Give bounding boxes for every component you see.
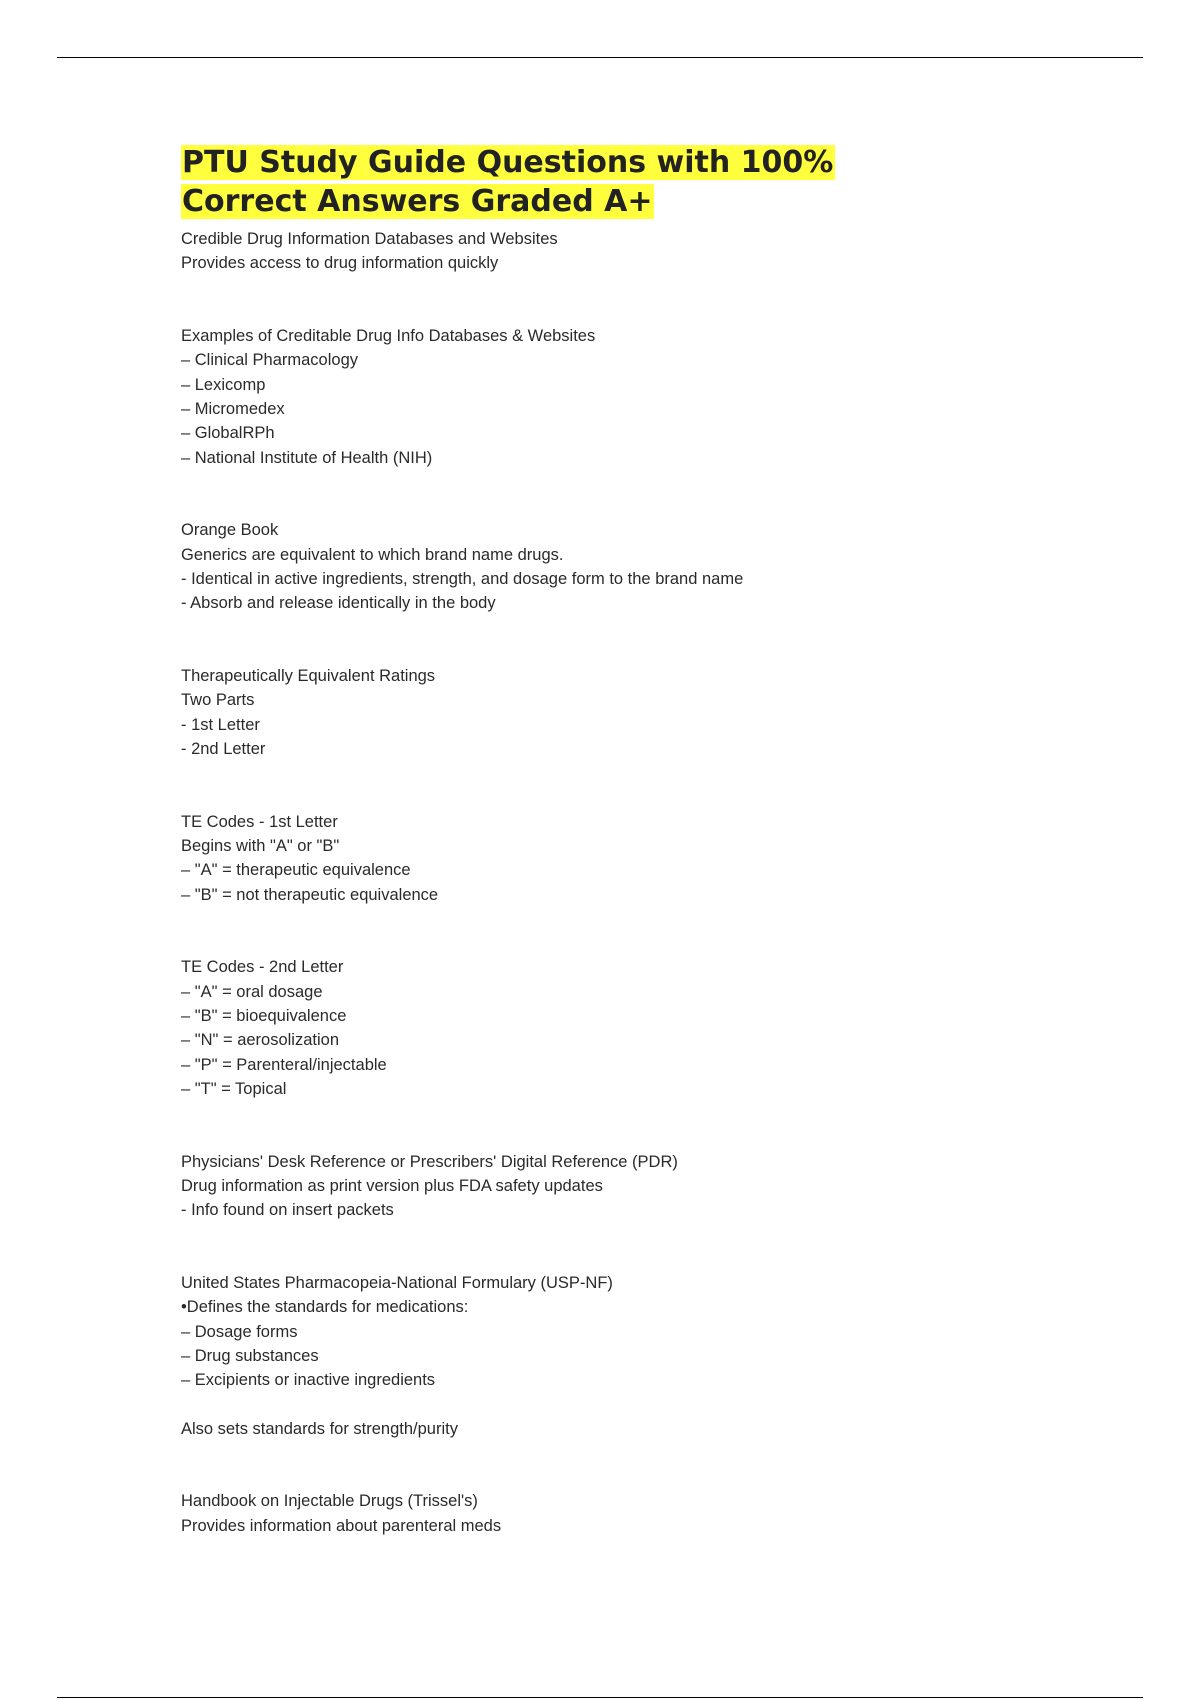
section-line: – "B" = bioequivalence [181, 1006, 347, 1025]
section-line: - Absorb and release identically in the body [181, 594, 496, 613]
section-line: – Micromedex [181, 400, 285, 419]
qa-section [181, 518, 1141, 616]
section-heading: United States Pharmacopeia-National Formulary (USP-NF) [181, 1273, 613, 1292]
page-bottom-rule [57, 1697, 1143, 1698]
section-heading: Handbook on Injectable Drugs (Trissel's) [181, 1492, 478, 1511]
section-line: – "B" = not therapeutic equivalence [181, 885, 439, 904]
section-line: – "T" = Topical [181, 1080, 287, 1099]
section-line: – "P" = Parenteral/injectable [181, 1055, 387, 1074]
section-line: – GlobalRPh [181, 424, 275, 443]
section-line: Drug information as print version plus FDA safety updates [181, 1176, 603, 1195]
qa-section [181, 955, 1141, 1101]
section-line: Begins with "A" or "B" [181, 836, 340, 855]
document-body [181, 143, 1141, 1538]
section-line: Two Parts [181, 691, 255, 710]
section-line: – "A" = therapeutic equivalence [181, 861, 411, 880]
section-line: – "N" = aerosolization [181, 1031, 340, 1050]
qa-section [181, 810, 1141, 908]
section-heading: Orange Book [181, 521, 279, 540]
section-line: Provides information about parenteral meds [181, 1516, 502, 1535]
section-heading: TE Codes - 1st Letter [181, 812, 338, 831]
qa-section [181, 1489, 1141, 1538]
section-heading: Examples of Creditable Drug Info Databases & Websites [181, 326, 596, 345]
qa-section [181, 227, 1141, 276]
section-line: - Info found on insert packets [181, 1201, 394, 1220]
section-line: Provides access to drug information quickly [181, 254, 499, 273]
section-line: – Excipients or inactive ingredients [181, 1371, 436, 1390]
blank-line [181, 1393, 1141, 1417]
document-title-line-1: PTU Study Guide Questions with 100% [182, 145, 834, 180]
qa-section [181, 1271, 1141, 1441]
qa-section [181, 324, 1141, 470]
section-line: - 2nd Letter [181, 740, 266, 759]
section-heading: TE Codes - 2nd Letter [181, 958, 344, 977]
section-line: – National Institute of Health (NIH) [181, 448, 433, 467]
study-guide-sections [181, 227, 1141, 1538]
section-line: Also sets standards for strength/purity [181, 1419, 458, 1438]
section-line: – Dosage forms [181, 1322, 298, 1341]
section-line: Generics are equivalent to which brand name drugs. [181, 545, 564, 564]
section-line: – Clinical Pharmacology [181, 351, 358, 370]
section-line: – "A" = oral dosage [181, 982, 323, 1001]
section-line: - 1st Letter [181, 715, 260, 734]
qa-section [181, 1150, 1141, 1223]
section-heading: Credible Drug Information Databases and Websites [181, 230, 558, 248]
section-line: - Identical in active ingredients, strength, and dosage form to the brand name [181, 570, 744, 589]
section-line: – Lexicomp [181, 375, 266, 394]
section-heading: Physicians' Desk Reference or Prescribers' Digital Reference (PDR) [181, 1152, 678, 1171]
section-line: •Defines the standards for medications: [181, 1298, 469, 1317]
document-title-line-2: Correct Answers Graded A+ [182, 184, 653, 219]
section-heading: Therapeutically Equivalent Ratings [181, 666, 436, 685]
qa-section [181, 664, 1141, 762]
document-title [181, 143, 1141, 221]
section-line: – Drug substances [181, 1347, 319, 1365]
page-top-rule [57, 57, 1143, 58]
